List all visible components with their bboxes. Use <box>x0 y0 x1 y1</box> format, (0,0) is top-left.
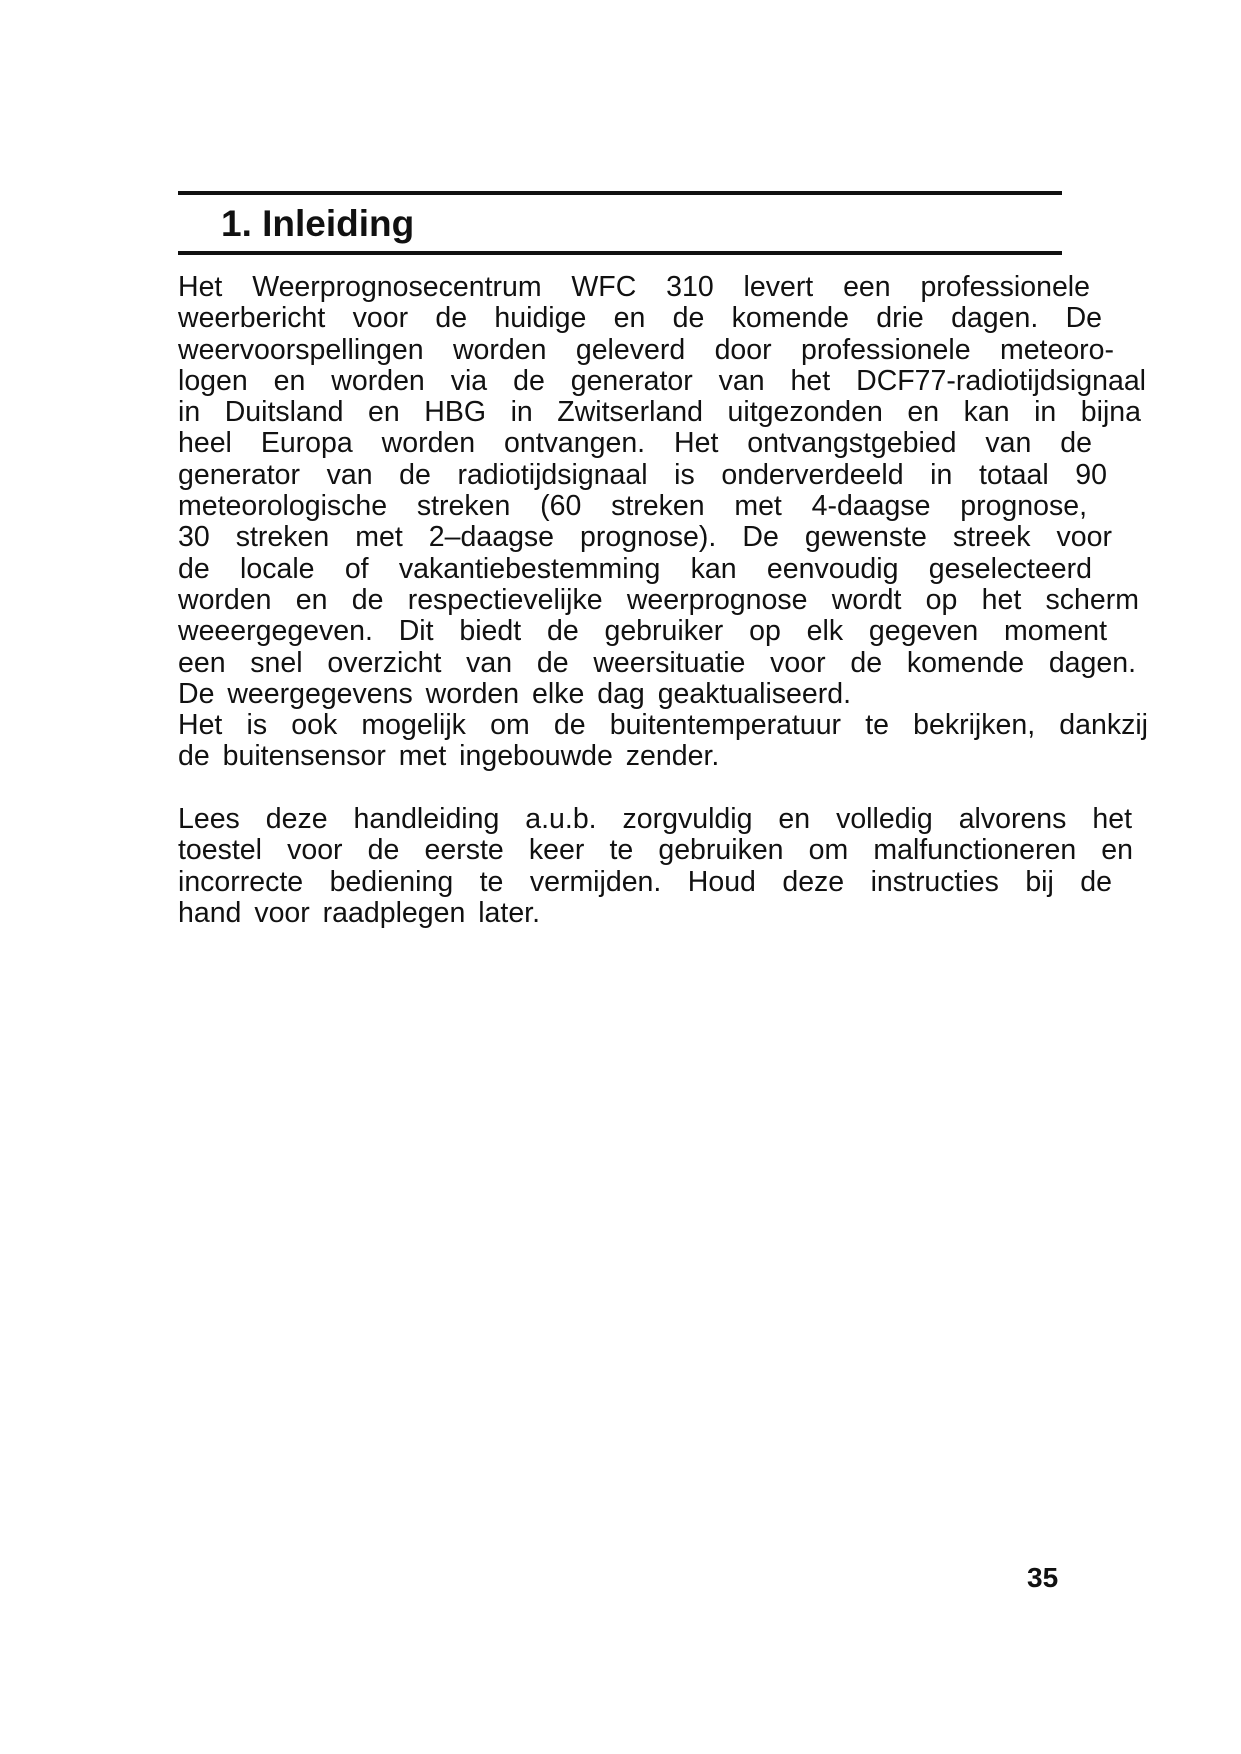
paragraph-line: heel Europa worden ontvangen. Het ontvangstgebied van de <box>178 427 1092 460</box>
instructions-paragraph <box>178 804 1148 929</box>
paragraph-line: worden en de respectievelijke weerprognose wordt op het scherm <box>178 583 1139 616</box>
paragraph-line: in Duitsland en HBG in Zwitserland uitgezonden en kan in bijna <box>178 396 1141 429</box>
paragraph-line: weerbericht voor de huidige en de komende drie dagen. De <box>178 302 1102 335</box>
paragraph-line: Lees deze handleiding a.u.b. zorgvuldig en volledig alvorens het <box>178 803 1132 835</box>
paragraph-line: hand voor raadplegen later. <box>178 896 541 929</box>
paragraph-line: 30 streken met 2–daagse prognose). De gewenste streek voor <box>178 521 1112 554</box>
page-number: 35 <box>1027 1562 1059 1593</box>
paragraph-line: weervoorspellingen worden geleverd door professionele meteoro- <box>178 333 1114 366</box>
section-heading: 1. Inleiding <box>221 203 415 244</box>
paragraph-line: logen en worden via de generator van het DCF77-radiotijdsignaal <box>178 364 1146 397</box>
paragraph-line: Het is ook mogelijk om de buitentemperatuur te bekrijken, dankzij <box>178 709 1148 742</box>
paragraph-line: Het Weerprognosecentrum WFC 310 levert een professionele <box>178 271 1090 303</box>
paragraph-line: De weergegevens worden elke dag geaktualiseerd. <box>178 677 851 710</box>
paragraph-line: weeergegeven. Dit biedt de gebruiker op elk gegeven moment <box>178 615 1107 648</box>
paragraph-line: de locale of vakantiebestemming kan eenvoudig geselecteerd <box>178 552 1092 585</box>
paragraph-line: een snel overzicht van de weersituatie voor de komende dagen. <box>178 646 1136 679</box>
intro-paragraph <box>178 272 1148 773</box>
heading-top-rule <box>178 191 1062 195</box>
heading-bottom-rule <box>178 251 1062 255</box>
paragraph-line: incorrecte bediening te vermijden. Houd deze instructies bij de <box>178 865 1112 898</box>
paragraph-line: toestel voor de eerste keer te gebruiken om malfunctioneren en <box>178 834 1133 867</box>
paragraph-line: meteorologische streken (60 streken met 4-daagse prognose, <box>178 490 1087 523</box>
paragraph-line: de buitensensor met ingebouwde zender. <box>178 740 720 773</box>
paragraph-line: generator van de radiotijdsignaal is onderverdeeld in totaal 90 <box>178 458 1107 491</box>
